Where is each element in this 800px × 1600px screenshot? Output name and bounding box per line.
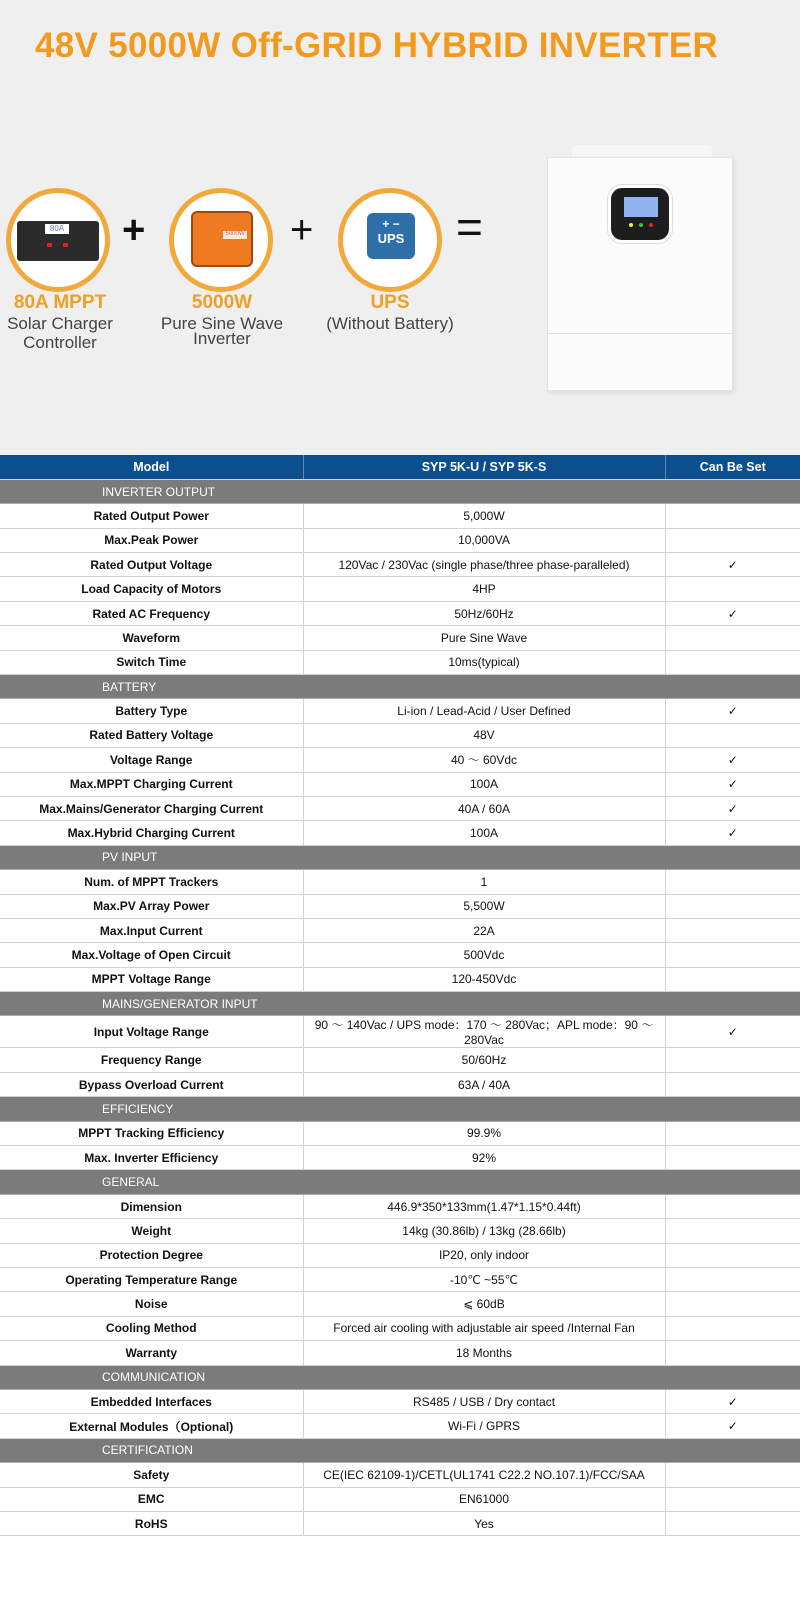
spec-value: 10ms(typical) [303, 650, 665, 674]
check-icon: ✓ [727, 704, 738, 719]
controller-icon [17, 221, 99, 261]
table-row [0, 918, 800, 942]
can-be-set-cell [665, 1016, 800, 1048]
inverter-screen: 5000W [223, 231, 247, 239]
table-row [0, 796, 800, 820]
mppt-label: 80A MPPT Solar Charger Controller [7, 292, 113, 352]
spec-label: Input Voltage Range [0, 1016, 303, 1048]
table-row [0, 1487, 800, 1511]
section-row [0, 1365, 800, 1389]
inverter-image [169, 188, 273, 292]
can-be-set-cell [665, 1463, 800, 1487]
table-row [0, 1016, 800, 1048]
product-banner [0, 0, 800, 455]
spec-value: RS485 / USB / Dry contact [303, 1389, 665, 1413]
section-title: COMMUNICATION [0, 1365, 800, 1389]
spec-label: Voltage Range [0, 748, 303, 772]
spec-label: Rated Output Voltage [0, 553, 303, 577]
section-row [0, 845, 800, 869]
table-row [0, 723, 800, 747]
table-row [0, 772, 800, 796]
table-row [0, 943, 800, 967]
can-be-set-cell [665, 1072, 800, 1096]
spec-label: Operating Temperature Range [0, 1268, 303, 1292]
spec-value: 446.9*350*133mm(1.47*1.15*0.44ft) [303, 1194, 665, 1218]
spec-label: Warranty [0, 1341, 303, 1365]
spec-label: Load Capacity of Motors [0, 577, 303, 601]
table-row [0, 1121, 800, 1145]
spec-value: 5,000W [303, 504, 665, 528]
table-row [0, 553, 800, 577]
table-header [0, 455, 800, 479]
can-be-set-cell [665, 943, 800, 967]
inverter-icon [191, 211, 253, 267]
check-icon: ✓ [727, 777, 738, 792]
table-row [0, 1048, 800, 1072]
table-row [0, 1414, 800, 1438]
spec-label: Dimension [0, 1194, 303, 1218]
table-row [0, 1511, 800, 1535]
section-row [0, 992, 800, 1016]
spec-label: Cooling Method [0, 1316, 303, 1340]
check-icon: ✓ [727, 801, 738, 816]
section-row [0, 1438, 800, 1462]
spec-value: ⩽ 60dB [303, 1292, 665, 1316]
ups-image [338, 188, 442, 292]
spec-value: Pure Sine Wave [303, 626, 665, 650]
spec-label: Safety [0, 1463, 303, 1487]
can-be-set-cell [665, 918, 800, 942]
section-title: GENERAL [0, 1170, 800, 1194]
spec-value: EN61000 [303, 1487, 665, 1511]
section-row [0, 479, 800, 503]
table-row [0, 1389, 800, 1413]
spec-label: Waveform [0, 626, 303, 650]
spec-value: 50Hz/60Hz [303, 601, 665, 625]
can-be-set-cell [665, 1243, 800, 1267]
spec-value: 40A / 60A [303, 796, 665, 820]
spec-label: External Modules（Optional) [0, 1414, 303, 1438]
plus-sign: + [122, 208, 146, 252]
lcd-screen [624, 197, 658, 217]
hybrid-inverter-product-image [547, 157, 733, 391]
can-be-set-cell [665, 723, 800, 747]
section-title: INVERTER OUTPUT [0, 479, 800, 503]
spec-value: 1 [303, 870, 665, 894]
spec-value: Li-ion / Lead-Acid / User Defined [303, 699, 665, 723]
spec-label: Rated Output Power [0, 504, 303, 528]
table-row [0, 1292, 800, 1316]
can-be-set-cell [665, 1219, 800, 1243]
ups-label: UPS (Without Battery) [326, 292, 454, 333]
spec-value: 63A / 40A [303, 1072, 665, 1096]
can-be-set-cell [665, 504, 800, 528]
spec-label: Max.PV Array Power [0, 894, 303, 918]
can-be-set-cell [665, 894, 800, 918]
section-title: PV INPUT [0, 845, 800, 869]
can-be-set-cell [665, 821, 800, 845]
spec-value: 90 ～ 140Vac / UPS mode：170 ～ 280Vac；APL mode：90 ～ 280Vac [303, 1016, 665, 1048]
spec-label: Rated Battery Voltage [0, 723, 303, 747]
check-icon: ✓ [727, 557, 738, 572]
spec-value: Wi-Fi / GPRS [303, 1414, 665, 1438]
table-row [0, 1194, 800, 1218]
spec-label: RoHS [0, 1511, 303, 1535]
can-be-set-cell [665, 601, 800, 625]
spec-label: EMC [0, 1487, 303, 1511]
equals-sign: = [456, 201, 483, 253]
spec-label: Bypass Overload Current [0, 1072, 303, 1096]
table-row [0, 748, 800, 772]
table-row [0, 699, 800, 723]
header-model: Model [0, 455, 303, 479]
can-be-set-cell [665, 1341, 800, 1365]
can-be-set-cell [665, 1194, 800, 1218]
table-row [0, 577, 800, 601]
can-be-set-cell [665, 870, 800, 894]
spec-value: 40 ～ 60Vdc [303, 748, 665, 772]
spec-table [0, 455, 800, 1536]
spec-label: Max.Hybrid Charging Current [0, 821, 303, 845]
can-be-set-cell [665, 1511, 800, 1535]
table-row [0, 626, 800, 650]
can-be-set-cell [665, 748, 800, 772]
check-icon: ✓ [727, 1419, 738, 1434]
can-be-set-cell [665, 1316, 800, 1340]
can-be-set-cell [665, 577, 800, 601]
check-icon: ✓ [727, 1394, 738, 1409]
mppt-controller-image [6, 188, 110, 292]
spec-label: Noise [0, 1292, 303, 1316]
spec-value: -10℃ ~55℃ [303, 1268, 665, 1292]
spec-label: Max.Voltage of Open Circuit [0, 943, 303, 967]
ups-icon: + − UPS [367, 213, 415, 259]
spec-value: 120Vac / 230Vac (single phase/three phase-paralleled) [303, 553, 665, 577]
table-row [0, 504, 800, 528]
spec-value: 50/60Hz [303, 1048, 665, 1072]
spec-value: 100A [303, 772, 665, 796]
spec-value: 120-450Vdc [303, 967, 665, 991]
section-title: MAINS/GENERATOR INPUT [0, 992, 800, 1016]
spec-label: Weight [0, 1219, 303, 1243]
table-row [0, 528, 800, 552]
spec-value: Forced air cooling with adjustable air speed /Internal Fan [303, 1316, 665, 1340]
spec-label: MPPT Voltage Range [0, 967, 303, 991]
spec-label: Switch Time [0, 650, 303, 674]
table-row [0, 870, 800, 894]
spec-value: 99.9% [303, 1121, 665, 1145]
spec-label: Max.MPPT Charging Current [0, 772, 303, 796]
table-row [0, 601, 800, 625]
spec-label: Max. Inverter Efficiency [0, 1146, 303, 1170]
can-be-set-cell [665, 1146, 800, 1170]
spec-label: Num. of MPPT Trackers [0, 870, 303, 894]
spec-label: Max.Mains/Generator Charging Current [0, 796, 303, 820]
spec-value: 14kg (30.86lb) / 13kg (28.66lb) [303, 1219, 665, 1243]
spec-label: Max.Peak Power [0, 528, 303, 552]
can-be-set-cell [665, 1414, 800, 1438]
can-be-set-cell [665, 967, 800, 991]
page-title: 48V 5000W Off-GRID HYBRID INVERTER [35, 26, 719, 65]
spec-value: 500Vdc [303, 943, 665, 967]
can-be-set-cell [665, 699, 800, 723]
spec-value: 18 Months [303, 1341, 665, 1365]
section-row [0, 1170, 800, 1194]
can-be-set-cell [665, 528, 800, 552]
table-row [0, 1463, 800, 1487]
table-row [0, 1146, 800, 1170]
can-be-set-cell [665, 650, 800, 674]
spec-value: IP20, only indoor [303, 1243, 665, 1267]
inverter-label: 5000W Pure Sine Wave Inverter [160, 292, 284, 348]
check-icon: ✓ [727, 752, 738, 767]
can-be-set-cell [665, 553, 800, 577]
section-row [0, 675, 800, 699]
can-be-set-cell [665, 1389, 800, 1413]
controller-screen: 80A [45, 224, 69, 234]
can-be-set-cell [665, 1292, 800, 1316]
spec-label: Battery Type [0, 699, 303, 723]
header-can-be-set: Can Be Set [665, 455, 800, 479]
can-be-set-cell [665, 772, 800, 796]
section-title: BATTERY [0, 675, 800, 699]
table-row [0, 967, 800, 991]
check-icon: ✓ [727, 606, 738, 621]
table-row [0, 1072, 800, 1096]
spec-label: Rated AC Frequency [0, 601, 303, 625]
table-row [0, 1219, 800, 1243]
plus-sign: + [290, 208, 314, 252]
section-title: CERTIFICATION [0, 1438, 800, 1462]
spec-value: 5,500W [303, 894, 665, 918]
section-row [0, 1097, 800, 1121]
table-row [0, 821, 800, 845]
header-value: SYP 5K-U / SYP 5K-S [303, 455, 665, 479]
can-be-set-cell [665, 796, 800, 820]
check-icon: ✓ [727, 826, 738, 841]
table-row [0, 1243, 800, 1267]
spec-label: Max.Input Current [0, 918, 303, 942]
spec-label: Frequency Range [0, 1048, 303, 1072]
spec-value: 4HP [303, 577, 665, 601]
spec-value: 48V [303, 723, 665, 747]
spec-value: CE(IEC 62109-1)/CETL(UL1741 C22.2 NO.107.1)/FCC/SAA [303, 1463, 665, 1487]
table-row [0, 1341, 800, 1365]
can-be-set-cell [665, 1487, 800, 1511]
can-be-set-cell [665, 626, 800, 650]
inverter-display-panel [608, 185, 672, 243]
spec-value: 92% [303, 1146, 665, 1170]
can-be-set-cell [665, 1121, 800, 1145]
spec-label: Protection Degree [0, 1243, 303, 1267]
section-title: EFFICIENCY [0, 1097, 800, 1121]
spec-value: 100A [303, 821, 665, 845]
spec-value: 10,000VA [303, 528, 665, 552]
spec-label: MPPT Tracking Efficiency [0, 1121, 303, 1145]
table-row [0, 1268, 800, 1292]
can-be-set-cell [665, 1048, 800, 1072]
table-row [0, 894, 800, 918]
spec-value: 22A [303, 918, 665, 942]
spec-value: Yes [303, 1511, 665, 1535]
table-row [0, 1316, 800, 1340]
table-row [0, 650, 800, 674]
spec-label: Embedded Interfaces [0, 1389, 303, 1413]
check-icon: ✓ [727, 1024, 738, 1039]
can-be-set-cell [665, 1268, 800, 1292]
